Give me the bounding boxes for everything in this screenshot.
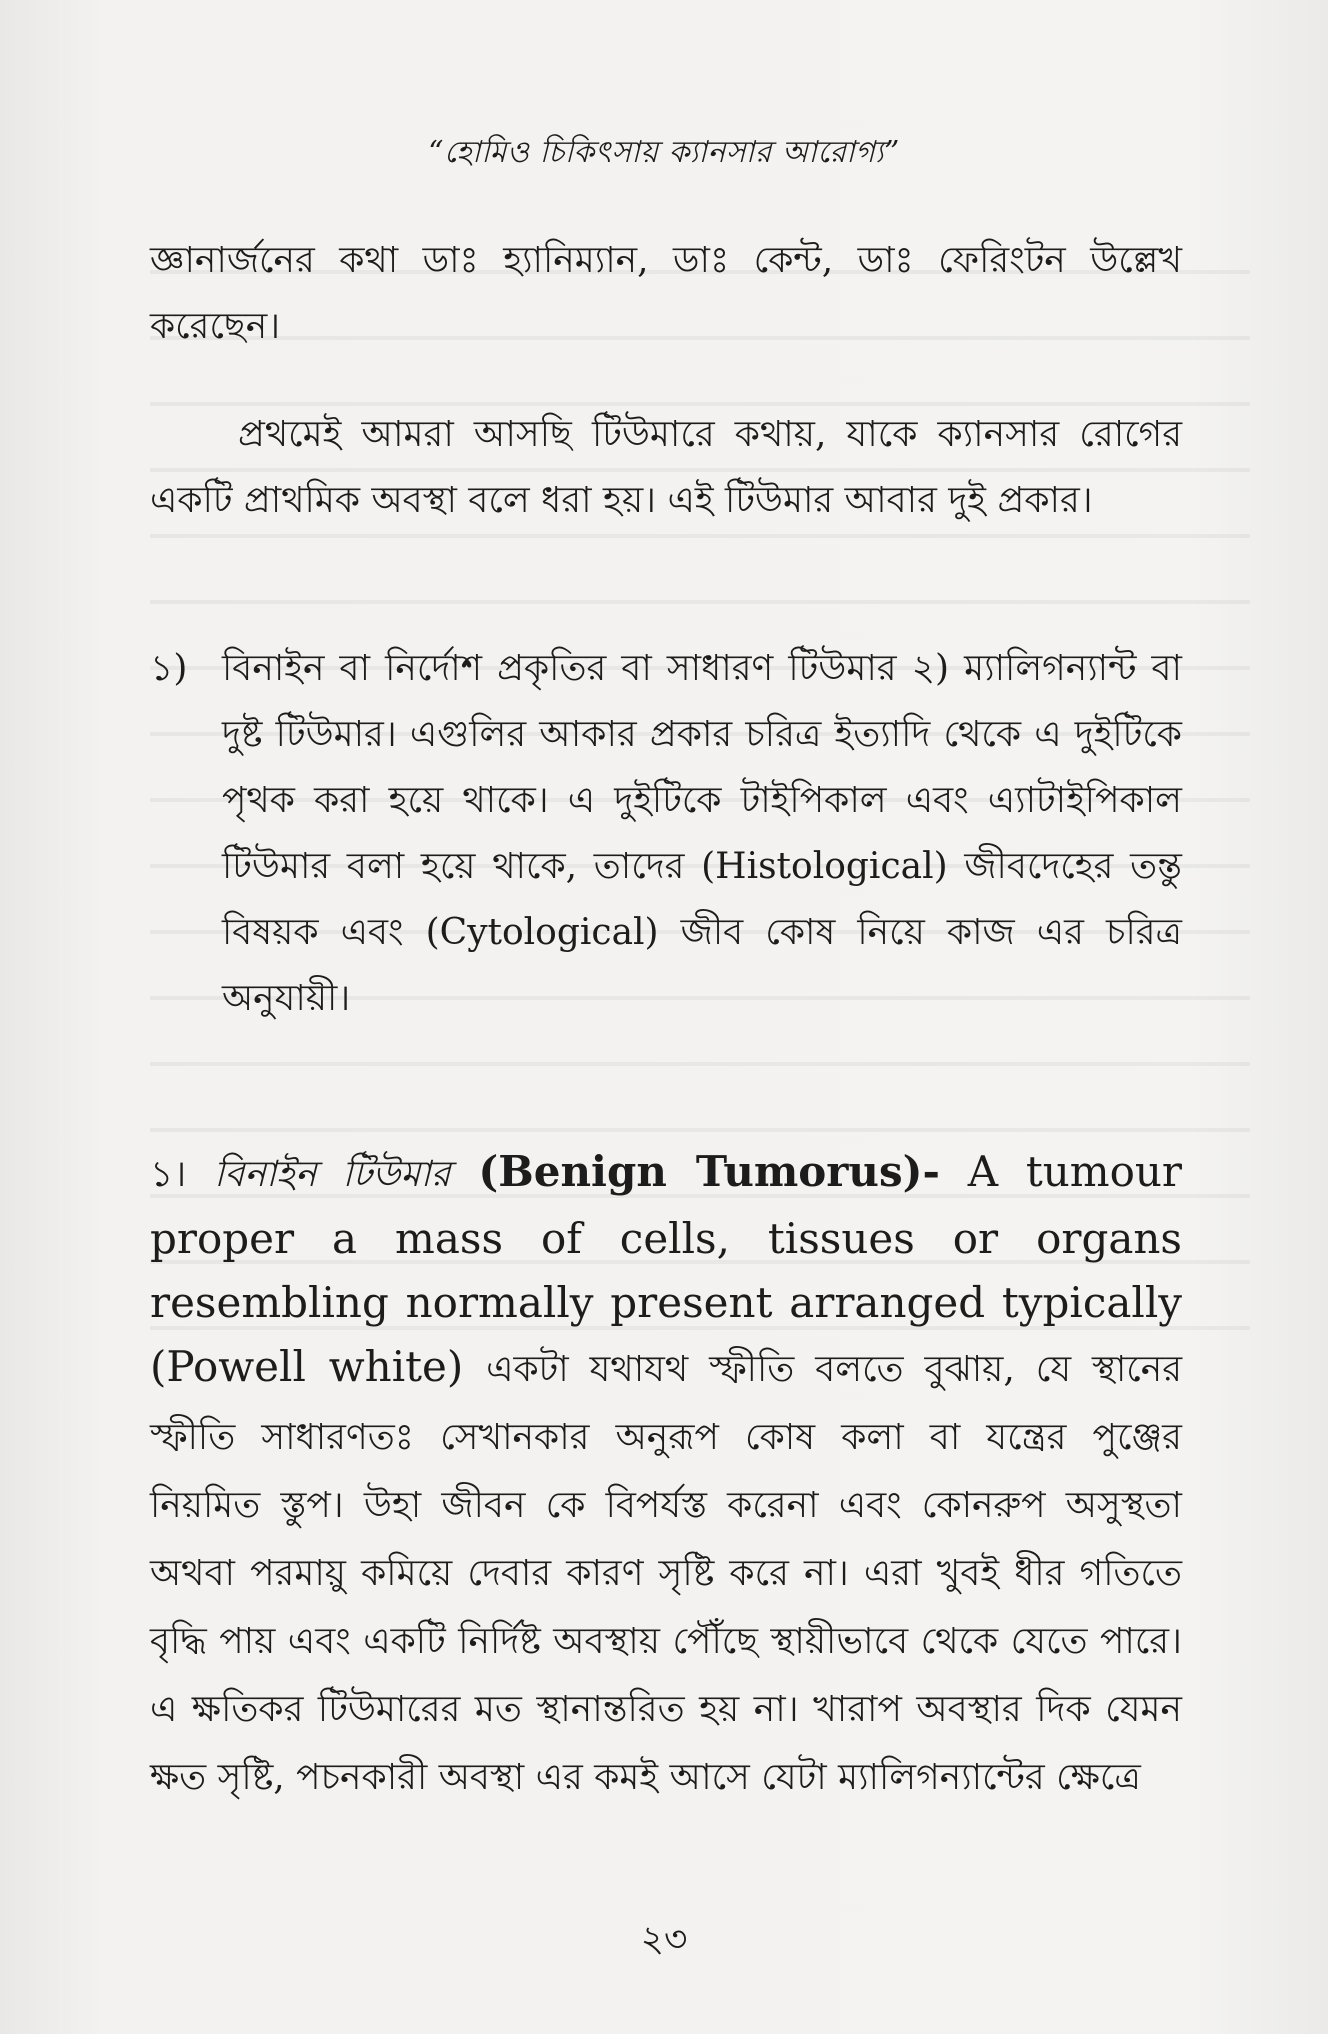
section-heading-bengali: বিনাইন টিউমার: [214, 1154, 451, 1195]
page-number: ২৩: [640, 1919, 688, 1960]
section-bengali-text: একটা যথাযথ স্ফীতি বলতে বুঝায়, যে স্থানের স্ফীতি সাধারণতঃ সেখানকার অনুরূপ কোষ কলা বা যন্ত্রের পুঞ্জের নিয়মিত স্তুপ। উহা জীবন কে বিপর্যস্ত করেনা এবং কোনরুপ অসুস্থতা অথবা পরমায়ু কমিয়ে দেবার কারণ সৃষ্টি করে না। এরা খুবই ধীর গতিতে বৃদ্ধি পায় এবং একটি নির্দিষ্ট অবস্থায় পৌঁছে স্থায়ীভাবে থেকে যেতে পারে। এ ক্ষতিকর টিউমারের মত স্থানান্তরিত হয় না। খারাপ অবস্থার দিক যেমন ক্ষত সৃষ্টি, পচনকারী অবস্থা এর কমই আসে যেটা ম্যালিগন্যান্টের ক্ষেত্রে: [150, 1349, 1183, 1798]
paragraph-tumour-types: প্রথমেই আমরা আসছি টিউমারে কথায়, যাকে ক্যানসার রোগের একটি প্রাথমিক অবস্থা বলে ধরা হয়। এই টিউমার আবার দুই প্রকার।: [150, 414, 1182, 521]
running-header: “হোমিও চিকিৎসায় ক্যানসার আরোগ্য”: [428, 135, 900, 170]
list-item: [150, 636, 1182, 1032]
tumour-type-list: [150, 636, 1182, 1032]
list-item-text: বিনাইন বা নির্দোশ প্রকৃতির বা সাধারণ টিউমার ২) ম্যালিগন্যান্ট বা দুষ্ট টিউমার। এগুলির আকার প্রকার চরিত্র ইত্যাদি থেকে এ দুইটিকে পৃথক করা হয়ে থাকে। এ দুইটিকে টাইপিকাল এবং এ্যাটাইপিকাল টিউমার বলা হয়ে থাকে, তাদের (Histological) জীবদেহের তন্তু বিষয়ক এবং (Cytological) জীব কোষ নিয়ে কাজ এর চরিত্র অনুযায়ী।: [222, 648, 1182, 1019]
list-item-number: ১): [150, 648, 188, 689]
section-benign-tumour: [150, 1140, 1182, 1811]
section-number: ১।: [150, 1154, 187, 1195]
section-english-text: A tumour proper a mass of cells, tissues or organs resembling normally present arranged typically (Powell white): [150, 1147, 1182, 1391]
section-heading-english: (Benign Tumorus)-: [478, 1147, 940, 1196]
paragraph-intro: জ্ঞানার্জনের কথা ডাঃ হ্যানিম্যান, ডাঃ কেন্ট, ডাঃ ফেরিংটন উল্লেখ করেছেন।: [150, 240, 1182, 347]
